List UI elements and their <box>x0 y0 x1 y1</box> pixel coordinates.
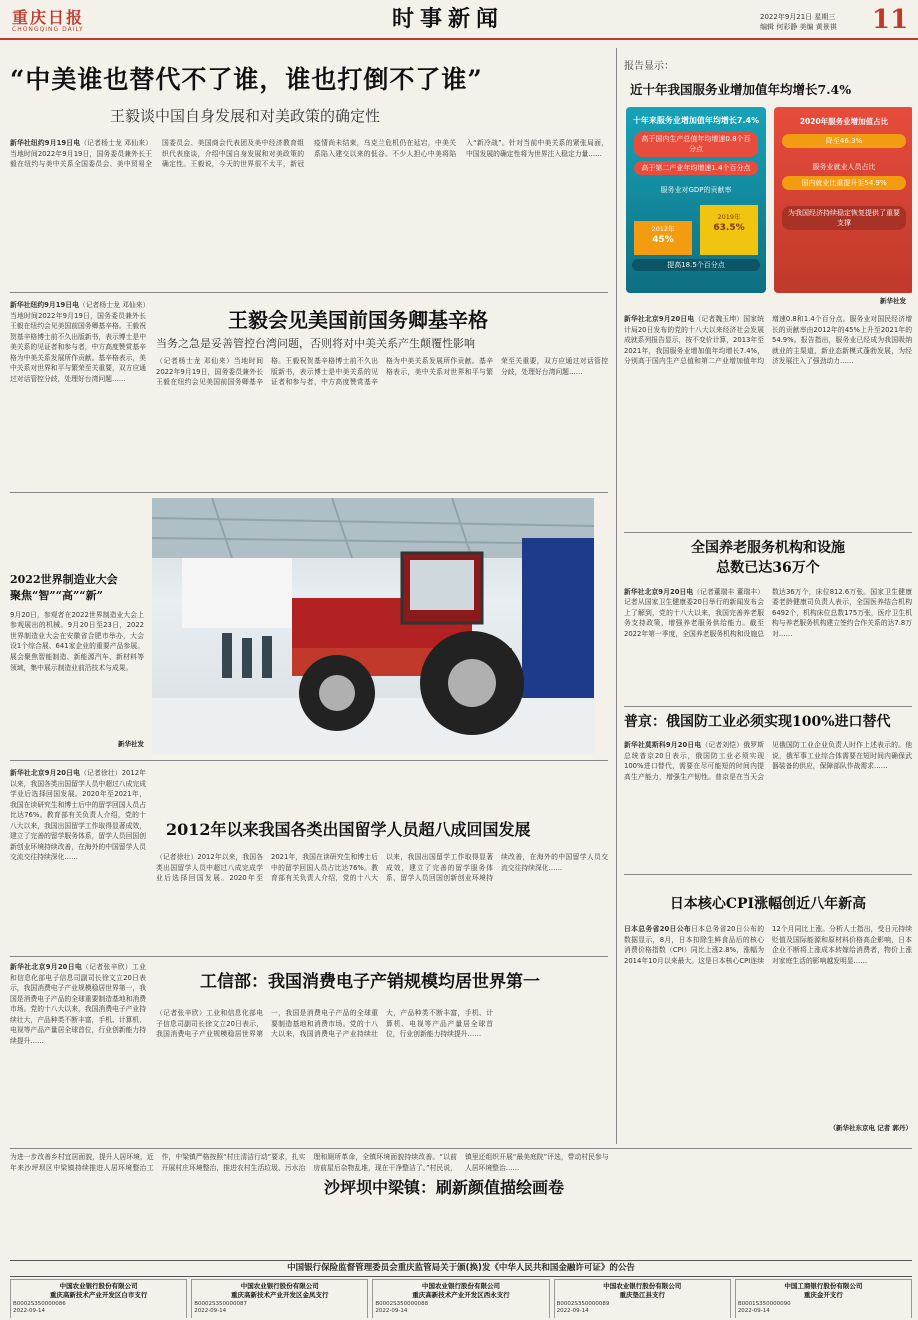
license-banner: 中国银行保险监督管理委员会重庆监管局关于颁(换)发《中华人民共和国金融许可证》的公告 <box>10 1260 912 1277</box>
license-item <box>554 1279 731 1318</box>
license-date: 2022-09-14 <box>737 1308 770 1315</box>
compare-bar-2012 <box>634 221 692 255</box>
newspaper-logo: 重庆日报 <box>12 8 85 27</box>
japan-body <box>624 924 912 1124</box>
info-right-item-3: 为我国经济持续稳定恢复提供了重要支撑 <box>782 206 906 230</box>
license-branch: 重庆高新技术产业开发区西永支行 <box>412 1291 510 1300</box>
license-code: B0002S350000089 <box>556 1300 610 1307</box>
students-article <box>10 768 608 954</box>
putin-article <box>624 712 912 872</box>
license-date: 2022-09-14 <box>194 1308 227 1315</box>
wangyi-body-cols <box>156 356 608 486</box>
service-text: （记者魏玉坤）国家统计局20日发布的党的十八大以来经济社会发展成就系列报告显示，按不变价计算，2013年至2021年，我国服务业增加值年均增长7.4%，分别高于国内生产总值和第二产业增加值年均增速0.8和1.4个百分点。服务业对国民经济增长的贡献率由2012年的45%上升至2021年的54.9%。报告指出，服务业已经成为我国吸纳就业的主渠道，新业态新模式蓬勃发展，为经济发展注入了强劲动力…… <box>624 315 912 366</box>
miit-lead-col <box>10 962 146 1144</box>
lead-article <box>10 62 608 284</box>
manufacturing-headline-2: 聚焦“智”“高”“新” <box>10 588 103 602</box>
manufacturing-source: 新华社发 <box>118 739 144 748</box>
elderly-headline: 全国养老服务机构和设施 <box>691 540 845 556</box>
service-dateline: 新华社北京9月20日电 <box>624 315 695 324</box>
info-left-item-2: 高于第二产业年均增速1.4个百分点 <box>634 161 758 175</box>
divider <box>624 874 912 875</box>
infographic-right-panel <box>774 107 912 293</box>
wangyi-lead-col <box>10 300 146 486</box>
wangyi-dateline: 新华社纽约9月19日电 <box>10 301 79 309</box>
issue-info <box>760 12 870 32</box>
license-code: B0002S350000087 <box>194 1300 247 1307</box>
putin-headline: 普京：俄国防工业必须实现100%进口替代 <box>624 714 891 730</box>
service-source: 新华社发 <box>880 296 906 305</box>
elderly-article <box>624 538 912 704</box>
info-compare-bars <box>634 199 758 255</box>
info-right-head: 2020年服务业增加值占比 <box>799 116 889 126</box>
service-article <box>624 60 912 530</box>
compare-bar-2019 <box>700 205 758 255</box>
license-item <box>735 1279 912 1318</box>
miit-body-cols <box>156 1008 608 1144</box>
compare-year-2019: 2019年 <box>717 212 741 221</box>
japan-dateline: 日本总务省20日公布 <box>624 925 691 934</box>
wangyi-article <box>10 300 608 490</box>
divider <box>10 1148 912 1149</box>
elderly-body <box>624 587 912 704</box>
page-number: 11 <box>872 5 909 35</box>
column-divider <box>616 48 617 1144</box>
japan-article <box>624 880 912 1144</box>
license-date: 2022-09-14 <box>13 1308 45 1315</box>
wangyi-headline: 王毅会见美国前国务卿基辛格 <box>228 308 488 332</box>
lead-body <box>10 138 608 284</box>
info-left-item-1: 高于国内生产总值年均增速0.8个百分点 <box>634 132 758 156</box>
compare-val-2019: 63.5% <box>713 223 745 234</box>
info-bottom-note: 提高18.5个百分点 <box>632 259 760 271</box>
divider <box>10 292 608 293</box>
issue-editors: 编辑 何彩静 美编 黄景祺 <box>760 23 837 32</box>
students-text: （记者徐壮）2012年以来，我国各类出国留学人员中超过八成完成学业后选择回国发展。2020年至2021年，我国在读研究生和博士后中的留学回国人员占比达76%。教育部有关负责人介绍，党的十八大以来，我国出国留学工作取得显著成效，建立了完善的留学服务体系，留学人员回国创新创业环境持续改善，在海外的中国留学人员交流交往持续深化…… <box>10 769 146 862</box>
section-title: 时事新闻 <box>392 6 505 32</box>
info-right-item-1: 降至46.3% <box>782 134 906 148</box>
divider <box>10 492 608 493</box>
manufacturing-caption <box>10 572 144 748</box>
tractor-illustration <box>152 498 594 754</box>
license-bank: 中国农业银行股份有限公司 <box>422 1282 500 1291</box>
issue-date: 2022年9月21日 星期三 <box>760 13 836 21</box>
service-kicker: 报告显示： <box>624 61 674 72</box>
students-body-cols <box>156 852 608 952</box>
manufacturing-body: 9月20日，参观者在2022世界制造业大会上参观展出的机械。9月20日至23日，2022世界制造业大会在安徽省合肥市举办，大会设1个综合展、641家企业的重要产品参展。展会聚焦智能制造、新能源汽车、新材料等领域，集中展示制造业前沿技术与成果。 <box>10 610 144 672</box>
license-code: B0002S350000086 <box>13 1300 66 1307</box>
service-body <box>624 314 912 514</box>
manufacturing-headline: 2022世界制造业大会 <box>10 573 118 586</box>
wangyi-subheadline: 当务之急是妥善管控台湾问题，否则将对中美关系产生颠覆性影响 <box>156 337 475 350</box>
students-dateline: 新华社北京9月20日电 <box>10 769 81 777</box>
miit-text: （记者张辛欣）工业和信息化部电子信息司副司长徐文立20日表示，我国消费电子产业规模稳居世界第一，我国是消费电子产品的全球重要制造基地和消费市场。党的十八大以来，我国消费电子产业持续壮大，产品种类不断丰富，手机、计算机、电视等产品产量居全球首位，行业创新能力持续提升…… <box>10 963 146 1045</box>
divider <box>10 760 608 761</box>
info-right-sub: 服务业就业人员占比 <box>812 162 876 171</box>
divider <box>10 956 608 957</box>
divider <box>624 706 912 707</box>
japan-text: 日本总务省20日公布的数据显示，8月，日本扣除生鲜食品后的核心消费价格指数（CPI）同比上涨2.8%，涨幅为2014年10月以来最大。这是日本核心CPI连续12个月同比上涨。分析人士指出，受日元持续贬值及国际能源和原材料价格高企影响，日本企业不断将上涨成本转嫁给消费者，物价上涨对家庭生活的影响越发明显…… <box>624 925 912 965</box>
lead-dateline: 新华社纽约9月19日电 <box>10 139 81 147</box>
tractor-photo <box>152 498 594 754</box>
divider <box>624 532 912 533</box>
license-date: 2022-09-14 <box>556 1308 589 1315</box>
license-bank: 中国工商银行股份有限公司 <box>784 1282 863 1291</box>
info-right-item-2: 国内就业比重提升至54.9% <box>782 176 906 190</box>
japan-source: （新华社东京电 记者 郭丹） <box>829 1124 912 1133</box>
compare-val-2012: 45% <box>652 235 674 246</box>
license-bank: 中国农业银行股份有限公司 <box>240 1282 319 1291</box>
license-item <box>10 1279 187 1318</box>
putin-dateline: 新华社莫斯科9月20日电 <box>624 741 702 750</box>
putin-body <box>624 740 912 868</box>
license-branch: 重庆金开支行 <box>803 1291 843 1300</box>
license-list <box>10 1279 912 1318</box>
wangyi-text: （记者杨士龙 邓仙来）当地时间2022年9月19日，国务委员兼外长王毅在纽约会见美国前国务卿基辛格。王毅祝贺基辛格博士前不久出版新书，表示博士是中美关系的见证者和参与者，中方高度赞赏基辛格为中美关系发展所作贡献。基辛格表示，美中关系对世界和平与繁荣至关重要，双方应通过对话管控分歧，处理好台湾问题…… <box>10 301 146 383</box>
masthead <box>0 0 918 40</box>
license-branch: 重庆高新技术产业开发区金凤支行 <box>231 1291 329 1300</box>
lead-text: （记者杨士龙 邓仙来）当地时间2022年9月19日，国务委员兼外长王毅在纽约与美中关系全国委员会、美中贸易全国委员会、美国商会代表团及美中经济教育组织代表座谈，介绍中国自身发展和对美政策的确定性。王毅说，今天的世界很不太平，新冠疫情尚未结束，乌克兰危机仍在延宕，中美关系陷入建交以来的低谷。不少人担心中美将陷入“新冷战”。针对当前中美关系的紧张局面，中国发展的确定性将为世界注入稳定力量…… <box>10 139 608 169</box>
lead-subheadline: 王毅谈中国自身发展和对美政策的确定性 <box>110 107 381 126</box>
putin-text: （记者刘恺）俄罗斯总统普京20日表示，俄国防工业必须实现100%进口替代，需要在尽可能短的时间内提高生产能力，增强生产韧性。普京是在当天会见俄国防工业企业负责人时作上述表示的。他说，俄军事工业综合体需要在短时间内确保武器装备的供应，保障部队作战需求…… <box>624 741 912 781</box>
license-bank: 中国农业银行股份有限公司 <box>59 1282 138 1291</box>
miit-dateline: 新华社北京9月20日电 <box>10 963 83 971</box>
miit-text-cont: （记者张辛欣）工业和信息化部电子信息司副司长徐文立20日表示，我国消费电子产业规模稳居世界第一，我国是消费电子产品的全球重要制造基地和消费市场。党的十八大以来，我国消费电子产业持续壮大，产品种类不断丰富，手机、计算机、电视等产品产量居全球首位，行业创新能力持续提升…… <box>156 1009 493 1039</box>
license-branch: 重庆垫江县支行 <box>619 1291 665 1300</box>
students-text-cont: （记者徐壮）2012年以来，我国各类出国留学人员中超过八成完成学业后选择回国发展。2020年至2021年，我国在读研究生和博士后中的留学回国人员占比达76%。教育部有关负责人介绍，党的十八大以来，我国出国留学工作取得显著成效，建立了完善的留学服务体系，留学人员回国创新创业环境持续改善，在海外的中国留学人员交流交往持续深化…… <box>156 853 608 883</box>
elderly-dateline: 新华社北京9月20日电 <box>624 587 694 596</box>
elderly-headline-2: 总数已达36万个 <box>716 560 820 577</box>
students-lead-col <box>10 768 146 952</box>
elderly-text: （记者董瑞丰 董瑞丰）记者从国家卫生健康委20日举行的新闻发布会上了解到，党的十八大以来，我国完善养老服务支持政策，增强养老服务供给能力。截至2022年第一季度，全国养老服务机构和设施总数达36万个，床位812.6万张。国家卫生健康委老龄健康司负责人表示，全国医养结合机构6492个，机构床位总数175万张，医疗卫生机构与养老服务机构建立签约合作关系的达7.8万对…… <box>624 587 912 638</box>
compare-year-2012: 2012年 <box>651 224 675 233</box>
service-infographic <box>626 107 912 293</box>
shapingba-headline: 沙坪坝中梁镇：刷新颜值描绘画卷 <box>324 1178 565 1197</box>
license-date: 2022-09-14 <box>375 1308 408 1315</box>
info-left-head: 十年来服务业增加值年均增长7.4% <box>632 115 760 125</box>
infographic-left-panel <box>626 107 766 293</box>
info-compare-label: 服务业对GDP的贡献率 <box>660 185 732 194</box>
japan-headline: 日本核心CPI涨幅创近八年新高 <box>669 896 867 912</box>
license-code: B0001S350000090 <box>737 1300 791 1307</box>
license-bank: 中国农业银行股份有限公司 <box>603 1282 682 1291</box>
license-item <box>372 1279 549 1318</box>
wangyi-text-cont: （记者杨士龙 邓仙来）当地时间2022年9月19日，国务委员兼外长王毅在纽约会见美国前国务卿基辛格。王毅祝贺基辛格博士前不久出版新书，表示博士是中美关系的见证者和参与者，中方高度赞赏基辛格为中美关系发展所作贡献。基辛格表示，美中关系对世界和平与繁荣至关重要，双方应通过对话管控分歧，处理好台湾问题…… <box>156 357 608 387</box>
license-item <box>191 1279 368 1318</box>
miit-headline: 工信部：我国消费电子产销规模均居世界第一 <box>200 972 540 992</box>
service-headline: 近十年我国服务业增加值年均增长7.4% <box>630 81 852 97</box>
license-code: B0002S350000088 <box>375 1300 429 1307</box>
license-notice <box>10 1260 912 1318</box>
newspaper-logo-en: CHONGQING DAILY <box>12 26 84 33</box>
shapingba-text: 为进一步改善乡村宜居面貌，提升人居环境，近年来沙坪坝区中梁镇持续推进人居环境整治工作，中梁镇严格按照“村庄清洁行动”要求，扎实开展村庄环境整治，推进农村生活垃圾、污水治理和厕所革命，全镇环境面貌持续改善。“以前房前屋后杂物乱堆，现在干净整洁了。”村民说，镇里还组织开展“最美庭院”评选，带动村民参与人居环境整治…… <box>10 1153 609 1172</box>
lead-headline: “中美谁也替代不了谁，谁也打倒不了谁” <box>10 65 483 94</box>
students-headline: 2012年以来我国各类出国留学人员超八成回国发展 <box>166 820 531 839</box>
miit-article <box>10 962 608 1146</box>
license-branch: 重庆高新技术产业开发区白市支行 <box>49 1291 148 1300</box>
